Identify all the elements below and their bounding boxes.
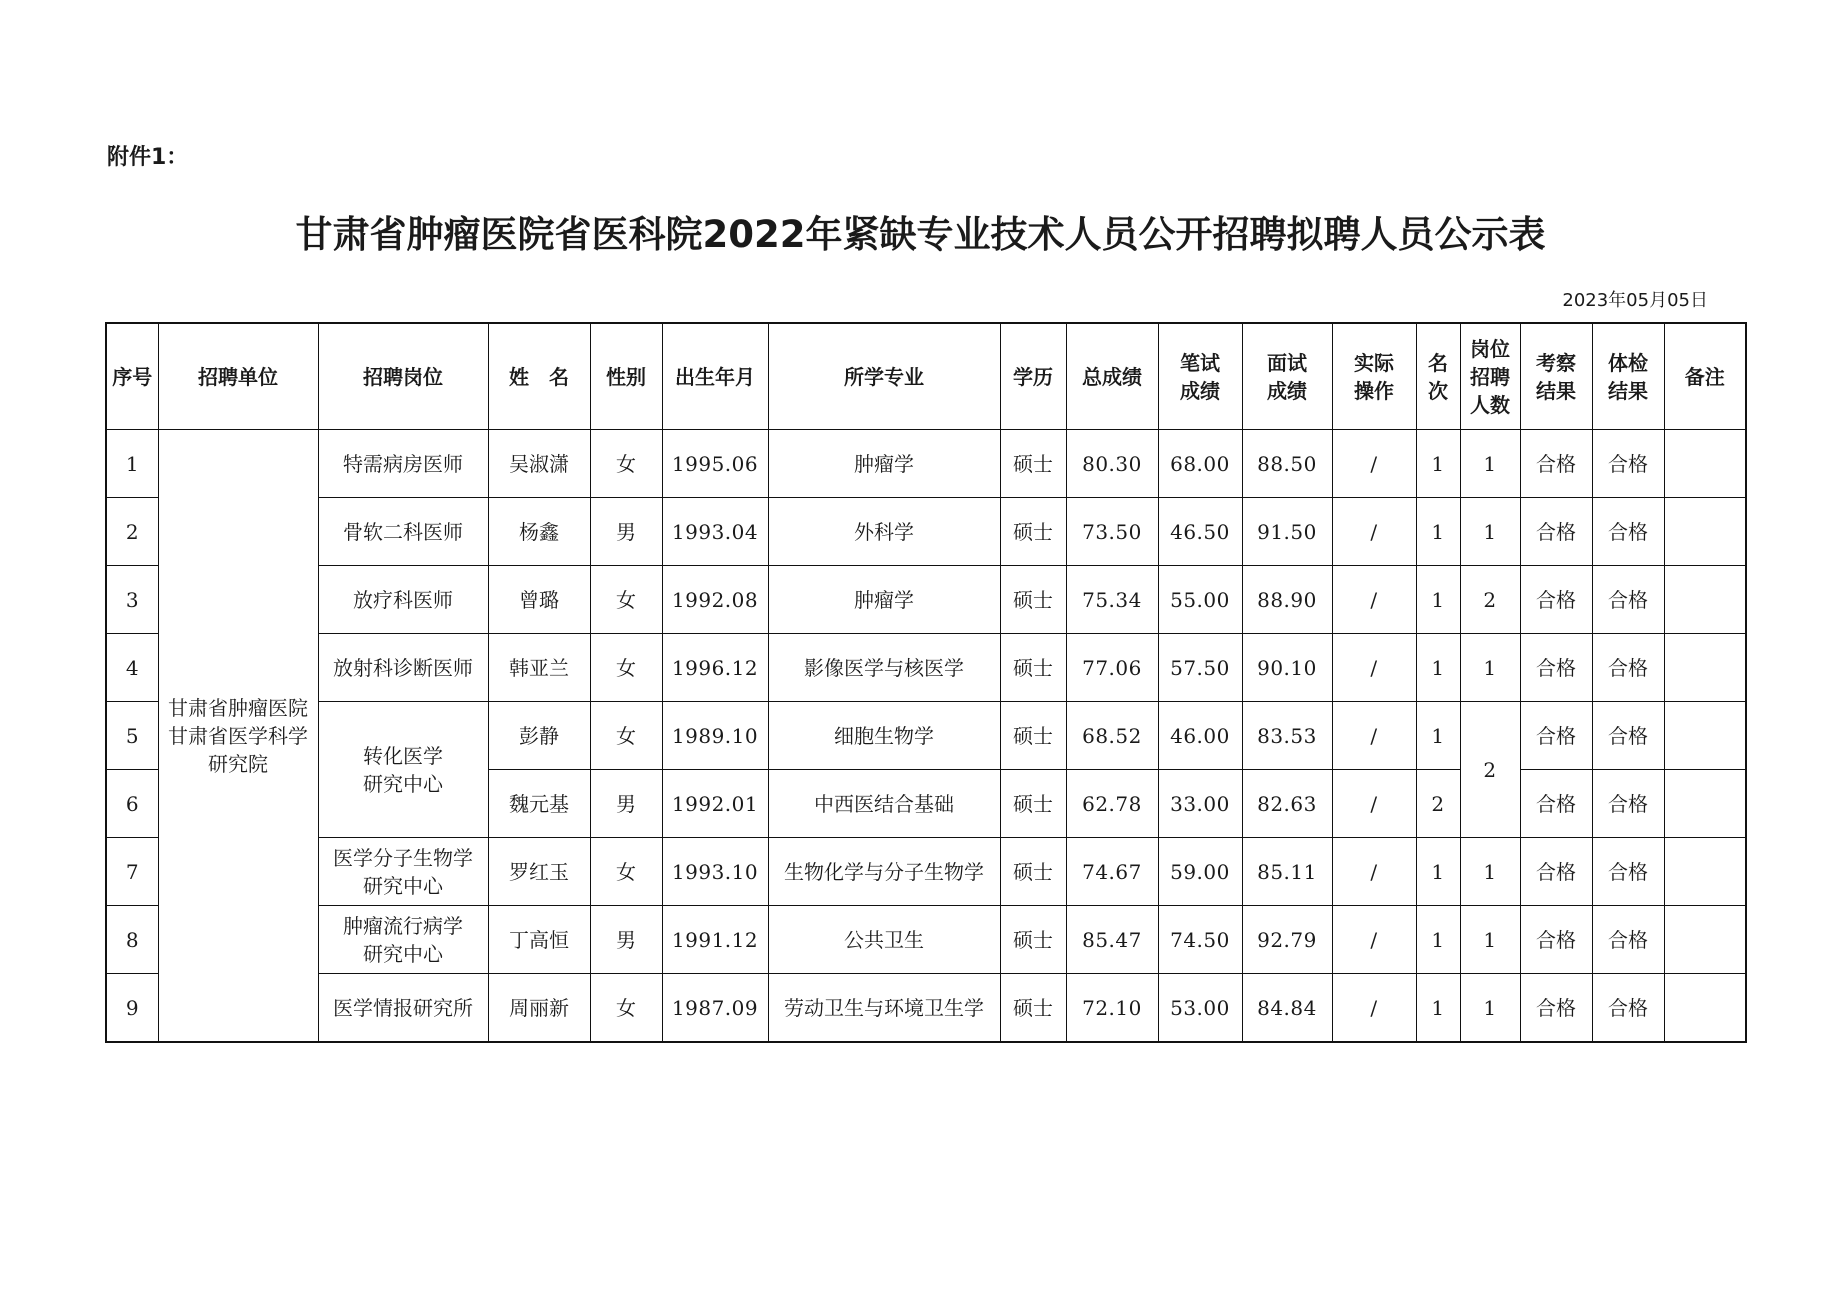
cell-major: 外科学 [768,498,1000,566]
cell-total-score: 73.50 [1066,498,1158,566]
publication-date: 2023年05月05日 [1562,290,1708,311]
cell-rank: 1 [1416,566,1460,634]
cell-major: 中西医结合基础 [768,770,1000,838]
cell-physical: 合格 [1592,634,1664,702]
cell-post: 骨软二科医师 [318,498,488,566]
cell-total-score: 77.06 [1066,634,1158,702]
cell-birth: 1995.06 [662,430,768,498]
cell-inspection: 合格 [1520,838,1592,906]
cell-index: 8 [106,906,158,974]
cell-major: 肿瘤学 [768,566,1000,634]
header-index: 序号 [106,323,158,430]
header-written-score: 笔试 成绩 [1158,323,1242,430]
cell-practical: / [1332,906,1416,974]
cell-remarks [1664,906,1746,974]
cell-physical: 合格 [1592,906,1664,974]
cell-sex: 女 [590,430,662,498]
cell-index: 2 [106,498,158,566]
cell-degree: 硕士 [1000,498,1066,566]
cell-physical: 合格 [1592,702,1664,770]
cell-sex: 女 [590,634,662,702]
header-birth: 出生年月 [662,323,768,430]
table-row [106,906,1746,974]
cell-index: 1 [106,430,158,498]
cell-post: 特需病房医师 [318,430,488,498]
cell-quota: 1 [1460,634,1520,702]
cell-name: 吴淑潇 [488,430,590,498]
cell-rank: 1 [1416,430,1460,498]
cell-quota: 1 [1460,838,1520,906]
cell-rank: 1 [1416,498,1460,566]
cell-inspection: 合格 [1520,634,1592,702]
cell-practical: / [1332,838,1416,906]
header-sex: 性别 [590,323,662,430]
cell-quota: 1 [1460,906,1520,974]
cell-name: 丁高恒 [488,906,590,974]
cell-inspection: 合格 [1520,770,1592,838]
cell-sex: 女 [590,974,662,1043]
cell-degree: 硕士 [1000,702,1066,770]
cell-inspection: 合格 [1520,702,1592,770]
cell-quota: 2 [1460,566,1520,634]
header-total-score: 总成绩 [1066,323,1158,430]
header-name: 姓 名 [488,323,590,430]
cell-remarks [1664,974,1746,1043]
header-quota: 岗位 招聘 人数 [1460,323,1520,430]
cell-sex: 男 [590,906,662,974]
cell-interview-score: 84.84 [1242,974,1332,1043]
cell-total-score: 80.30 [1066,430,1158,498]
cell-degree: 硕士 [1000,566,1066,634]
cell-index: 6 [106,770,158,838]
cell-name: 罗红玉 [488,838,590,906]
cell-interview-score: 88.90 [1242,566,1332,634]
document-title: 甘肃省肿瘤医院省医科院2022年紧缺专业技术人员公开招聘拟聘人员公示表 [295,213,1546,256]
cell-birth: 1993.04 [662,498,768,566]
cell-post: 肿瘤流行病学 研究中心 [318,906,488,974]
cell-rank: 2 [1416,770,1460,838]
cell-total-score: 74.67 [1066,838,1158,906]
cell-practical: / [1332,498,1416,566]
cell-birth: 1987.09 [662,974,768,1043]
table-row [106,566,1746,634]
header-degree: 学历 [1000,323,1066,430]
cell-written-score: 74.50 [1158,906,1242,974]
cell-birth: 1991.12 [662,906,768,974]
cell-physical: 合格 [1592,566,1664,634]
cell-interview-score: 83.53 [1242,702,1332,770]
cell-quota: 2 [1460,702,1520,838]
cell-birth: 1989.10 [662,702,768,770]
header-inspection: 考察 结果 [1520,323,1592,430]
cell-post: 转化医学 研究中心 [318,702,488,838]
cell-degree: 硕士 [1000,770,1066,838]
cell-sex: 女 [590,838,662,906]
cell-total-score: 72.10 [1066,974,1158,1043]
cell-major: 影像医学与核医学 [768,634,1000,702]
cell-remarks [1664,430,1746,498]
cell-remarks [1664,702,1746,770]
header-interview-score: 面试 成绩 [1242,323,1332,430]
cell-interview-score: 91.50 [1242,498,1332,566]
cell-name: 杨鑫 [488,498,590,566]
cell-major: 生物化学与分子生物学 [768,838,1000,906]
cell-index: 7 [106,838,158,906]
cell-degree: 硕士 [1000,838,1066,906]
cell-inspection: 合格 [1520,430,1592,498]
cell-physical: 合格 [1592,838,1664,906]
cell-practical: / [1332,430,1416,498]
cell-remarks [1664,634,1746,702]
table-row [106,430,1746,498]
cell-degree: 硕士 [1000,974,1066,1043]
cell-practical: / [1332,702,1416,770]
cell-total-score: 68.52 [1066,702,1158,770]
cell-practical: / [1332,974,1416,1043]
cell-total-score: 75.34 [1066,566,1158,634]
cell-interview-score: 85.11 [1242,838,1332,906]
cell-practical: / [1332,634,1416,702]
cell-name: 周丽新 [488,974,590,1043]
cell-index: 4 [106,634,158,702]
cell-name: 韩亚兰 [488,634,590,702]
cell-interview-score: 90.10 [1242,634,1332,702]
cell-quota: 1 [1460,498,1520,566]
attachment-label: 附件1： [107,145,189,170]
cell-index: 3 [106,566,158,634]
candidate-table [105,322,1747,1043]
cell-written-score: 33.00 [1158,770,1242,838]
cell-inspection: 合格 [1520,498,1592,566]
table-header-row [106,323,1746,430]
table-row [106,634,1746,702]
header-remarks: 备注 [1664,323,1746,430]
cell-birth: 1993.10 [662,838,768,906]
cell-remarks [1664,770,1746,838]
cell-physical: 合格 [1592,974,1664,1043]
cell-interview-score: 82.63 [1242,770,1332,838]
cell-sex: 女 [590,566,662,634]
cell-rank: 1 [1416,906,1460,974]
cell-rank: 1 [1416,634,1460,702]
cell-birth: 1992.01 [662,770,768,838]
cell-written-score: 68.00 [1158,430,1242,498]
header-practical: 实际 操作 [1332,323,1416,430]
cell-remarks [1664,498,1746,566]
cell-rank: 1 [1416,838,1460,906]
cell-recruiting-unit: 甘肃省肿瘤医院 甘肃省医学科学 研究院 [158,430,318,1043]
header-physical: 体检 结果 [1592,323,1664,430]
cell-major: 劳动卫生与环境卫生学 [768,974,1000,1043]
cell-written-score: 53.00 [1158,974,1242,1043]
cell-written-score: 46.00 [1158,702,1242,770]
cell-practical: / [1332,770,1416,838]
cell-physical: 合格 [1592,770,1664,838]
header-major: 所学专业 [768,323,1000,430]
cell-post: 放疗科医师 [318,566,488,634]
cell-quota: 1 [1460,974,1520,1043]
cell-written-score: 55.00 [1158,566,1242,634]
cell-birth: 1996.12 [662,634,768,702]
cell-name: 曾璐 [488,566,590,634]
cell-post: 放射科诊断医师 [318,634,488,702]
cell-post: 医学情报研究所 [318,974,488,1043]
cell-physical: 合格 [1592,498,1664,566]
cell-birth: 1992.08 [662,566,768,634]
cell-rank: 1 [1416,974,1460,1043]
cell-degree: 硕士 [1000,634,1066,702]
cell-index: 5 [106,702,158,770]
header-unit: 招聘单位 [158,323,318,430]
header-rank: 名 次 [1416,323,1460,430]
cell-name: 彭静 [488,702,590,770]
cell-inspection: 合格 [1520,566,1592,634]
cell-name: 魏元基 [488,770,590,838]
cell-total-score: 85.47 [1066,906,1158,974]
cell-written-score: 46.50 [1158,498,1242,566]
cell-remarks [1664,566,1746,634]
cell-interview-score: 88.50 [1242,430,1332,498]
cell-sex: 女 [590,702,662,770]
cell-major: 细胞生物学 [768,702,1000,770]
cell-inspection: 合格 [1520,906,1592,974]
cell-total-score: 62.78 [1066,770,1158,838]
cell-major: 公共卫生 [768,906,1000,974]
cell-rank: 1 [1416,702,1460,770]
cell-post: 医学分子生物学 研究中心 [318,838,488,906]
table-row [106,702,1746,770]
cell-degree: 硕士 [1000,430,1066,498]
cell-sex: 男 [590,498,662,566]
header-post: 招聘岗位 [318,323,488,430]
cell-written-score: 59.00 [1158,838,1242,906]
cell-major: 肿瘤学 [768,430,1000,498]
cell-written-score: 57.50 [1158,634,1242,702]
cell-practical: / [1332,566,1416,634]
cell-physical: 合格 [1592,430,1664,498]
table-row [106,974,1746,1043]
cell-sex: 男 [590,770,662,838]
cell-degree: 硕士 [1000,906,1066,974]
cell-remarks [1664,838,1746,906]
cell-inspection: 合格 [1520,974,1592,1043]
table-row [106,838,1746,906]
cell-quota: 1 [1460,430,1520,498]
table-row [106,498,1746,566]
cell-index: 9 [106,974,158,1043]
cell-interview-score: 92.79 [1242,906,1332,974]
